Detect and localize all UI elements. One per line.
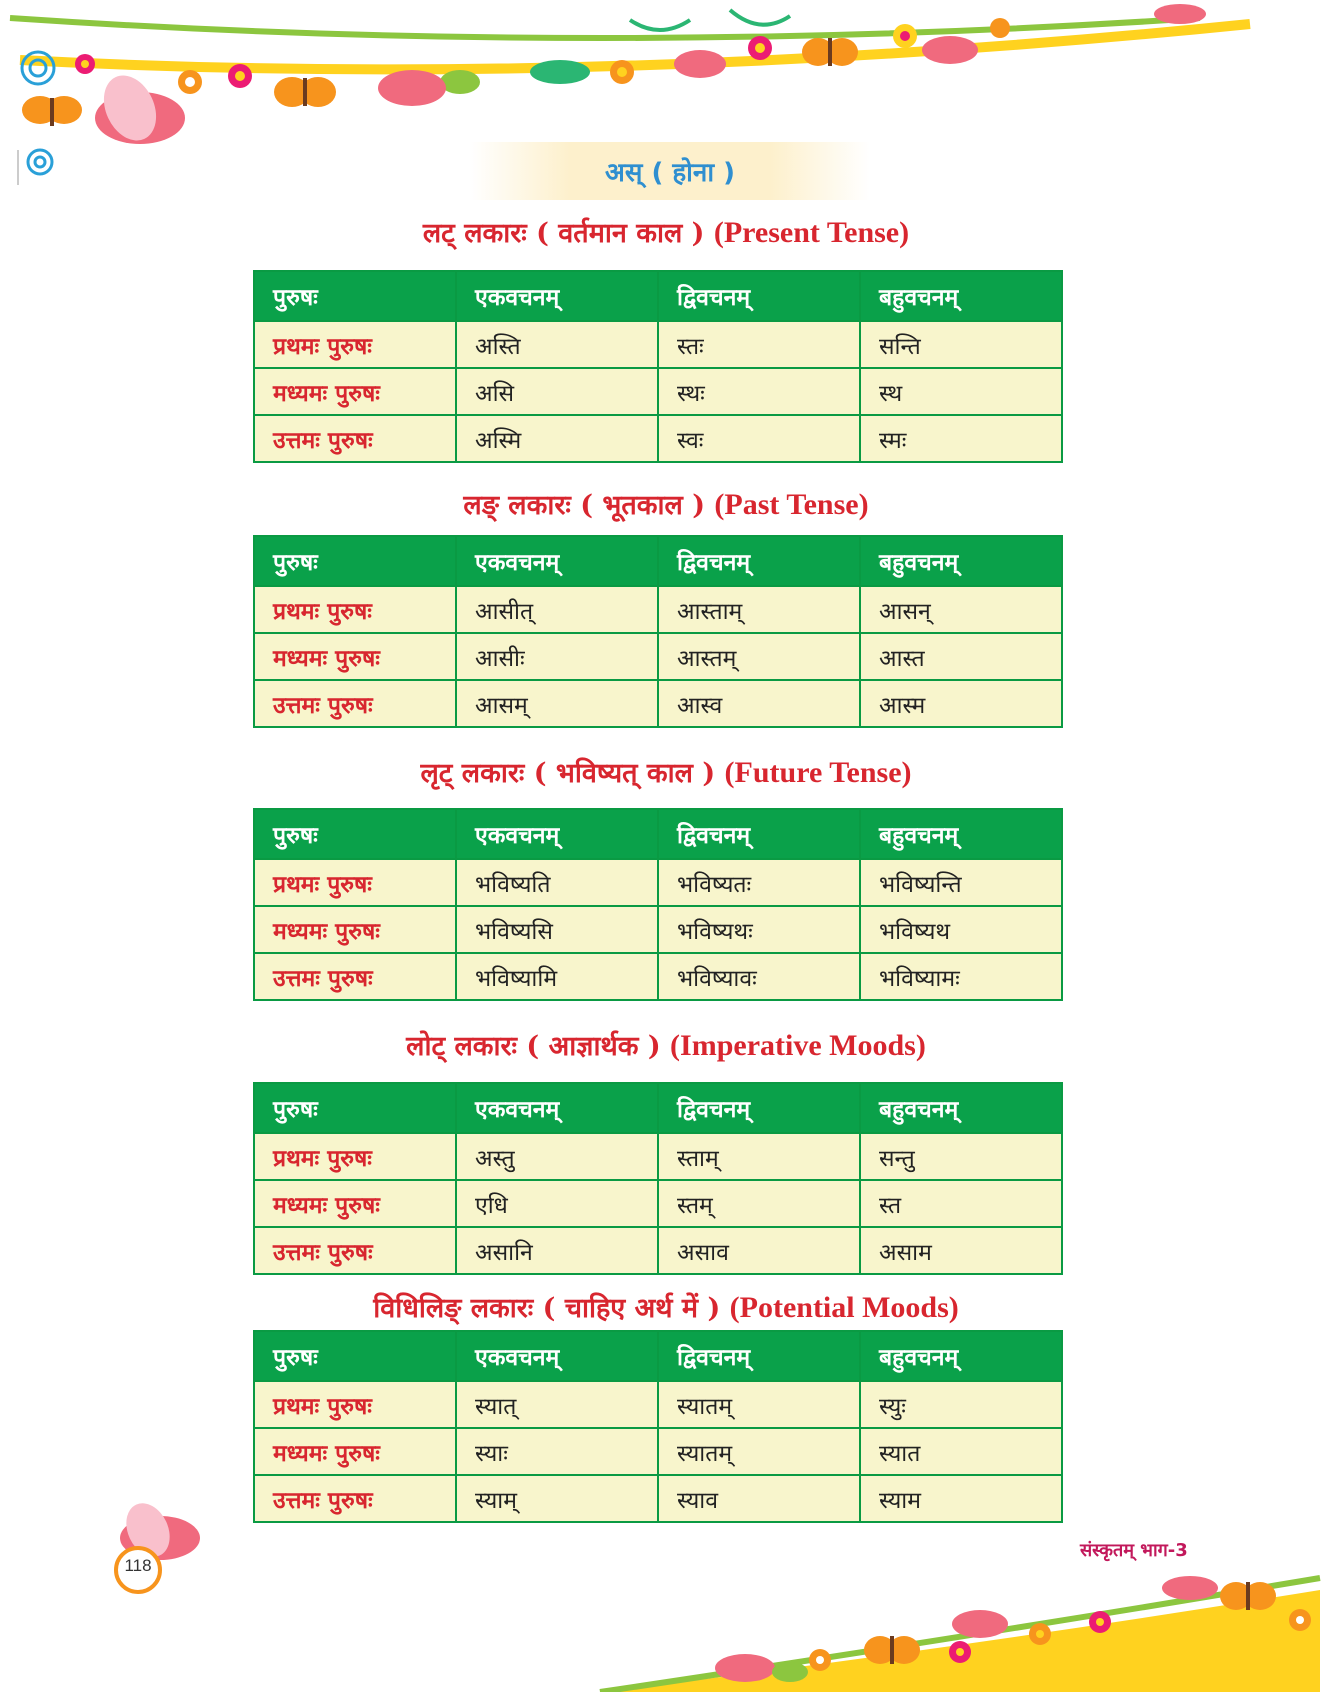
- conjugation-table-potential: [253, 1330, 1063, 1523]
- table-row: [254, 953, 1062, 1000]
- table-header-row: [254, 1331, 1062, 1381]
- form-cell: स्त: [860, 1180, 1062, 1227]
- form-cell: स्याः: [456, 1428, 658, 1475]
- heading-english: (Future Tense): [724, 756, 912, 789]
- petal-shape-icon: [378, 70, 446, 106]
- column-header: पुरुषः: [254, 271, 456, 321]
- column-header: एकवचनम्: [456, 271, 658, 321]
- table-row: [254, 680, 1062, 727]
- form-cell: स्यातम्: [658, 1381, 860, 1428]
- form-cell: आसीत्: [456, 586, 658, 633]
- form-cell: स्मः: [860, 415, 1062, 462]
- form-cell: भविष्यथः: [658, 906, 860, 953]
- form-cell: आस्तम्: [658, 633, 860, 680]
- person-cell: उत्तमः पुरुषः: [254, 680, 456, 727]
- form-cell: भविष्यामः: [860, 953, 1062, 1000]
- form-cell: भविष्यति: [456, 859, 658, 906]
- column-header: एकवचनम्: [456, 1331, 658, 1381]
- column-header: पुरुषः: [254, 1331, 456, 1381]
- table-row: [254, 1133, 1062, 1180]
- section-heading-potential: [0, 1288, 1332, 1328]
- column-header: पुरुषः: [254, 809, 456, 859]
- spiral-icon: [28, 150, 52, 174]
- form-cell: आस्त: [860, 633, 1062, 680]
- table-row: [254, 1475, 1062, 1522]
- form-cell: असाव: [658, 1227, 860, 1274]
- form-cell: आसम्: [456, 680, 658, 727]
- section-heading-future: [0, 753, 1332, 793]
- column-header: एकवचनम्: [456, 809, 658, 859]
- conjugation-table-present: [253, 270, 1063, 463]
- form-cell: सन्ति: [860, 321, 1062, 368]
- page-title: अस् ( होना ): [604, 158, 736, 188]
- person-cell: उत्तमः पुरुषः: [254, 415, 456, 462]
- column-header: द्विवचनम्: [658, 1331, 860, 1381]
- person-cell: प्रथमः पुरुषः: [254, 1381, 456, 1428]
- column-header: बहुवचनम्: [860, 1331, 1062, 1381]
- table-row: [254, 1227, 1062, 1274]
- form-cell: भविष्यथ: [860, 906, 1062, 953]
- table-row: [254, 1428, 1062, 1475]
- form-cell: भविष्यसि: [456, 906, 658, 953]
- butterfly-icon: [22, 96, 82, 126]
- heading-sanskrit: लृट् लकारः ( भविष्यत् काल ): [420, 758, 716, 789]
- column-header: द्विवचनम्: [658, 271, 860, 321]
- column-header: एकवचनम्: [456, 536, 658, 586]
- person-cell: उत्तमः पुरुषः: [254, 1227, 456, 1274]
- form-cell: स्थ: [860, 368, 1062, 415]
- person-cell: मध्यमः पुरुषः: [254, 368, 456, 415]
- table-header-row: [254, 809, 1062, 859]
- form-cell: स्यात्: [456, 1381, 658, 1428]
- book-name: संस्कृतम् भाग-3: [1080, 1540, 1188, 1561]
- person-cell: उत्तमः पुरुषः: [254, 1475, 456, 1522]
- column-header: पुरुषः: [254, 536, 456, 586]
- table-header-row: [254, 536, 1062, 586]
- form-cell: स्याव: [658, 1475, 860, 1522]
- form-cell: स्यातम्: [658, 1428, 860, 1475]
- heading-english: (Imperative Moods): [670, 1029, 926, 1062]
- form-cell: सन्तु: [860, 1133, 1062, 1180]
- table-row: [254, 586, 1062, 633]
- form-cell: स्वः: [658, 415, 860, 462]
- form-cell: स्याम्: [456, 1475, 658, 1522]
- form-cell: अस्तु: [456, 1133, 658, 1180]
- person-cell: मध्यमः पुरुषः: [254, 1428, 456, 1475]
- heading-sanskrit: लट् लकारः ( वर्तमान काल ): [422, 218, 705, 249]
- column-header: बहुवचनम्: [860, 536, 1062, 586]
- form-cell: स्तः: [658, 321, 860, 368]
- person-cell: मध्यमः पुरुषः: [254, 633, 456, 680]
- person-cell: मध्यमः पुरुषः: [254, 1180, 456, 1227]
- table-row: [254, 321, 1062, 368]
- form-cell: स्ताम्: [658, 1133, 860, 1180]
- form-cell: स्यात: [860, 1428, 1062, 1475]
- heading-sanskrit: लङ् लकारः ( भूतकाल ): [463, 490, 705, 521]
- section-heading-imperative: [0, 1026, 1332, 1066]
- page-number: 118: [124, 1556, 152, 1575]
- person-cell: प्रथमः पुरुषः: [254, 586, 456, 633]
- form-cell: स्तम्: [658, 1180, 860, 1227]
- conjugation-table-past: [253, 535, 1063, 728]
- column-header: बहुवचनम्: [860, 809, 1062, 859]
- table-row: [254, 1180, 1062, 1227]
- petal-shape-icon: [94, 67, 185, 149]
- conjugation-table-future: [253, 808, 1063, 1001]
- title-banner: [470, 142, 870, 200]
- form-cell: अस्मि: [456, 415, 658, 462]
- form-cell: एधि: [456, 1180, 658, 1227]
- person-cell: प्रथमः पुरुषः: [254, 859, 456, 906]
- heading-english: (Past Tense): [714, 488, 869, 521]
- column-header: द्विवचनम्: [658, 1083, 860, 1133]
- form-cell: स्थः: [658, 368, 860, 415]
- form-cell: आस्ताम्: [658, 586, 860, 633]
- form-cell: अस्ति: [456, 321, 658, 368]
- table-header-row: [254, 1083, 1062, 1133]
- column-header: पुरुषः: [254, 1083, 456, 1133]
- form-cell: स्याम: [860, 1475, 1062, 1522]
- form-cell: असाम: [860, 1227, 1062, 1274]
- form-cell: आसीः: [456, 633, 658, 680]
- heading-sanskrit: लोट् लकारः ( आज्ञार्थक ): [406, 1031, 661, 1062]
- person-cell: मध्यमः पुरुषः: [254, 906, 456, 953]
- person-cell: उत्तमः पुरुषः: [254, 953, 456, 1000]
- heading-english: (Potential Moods): [729, 1291, 959, 1324]
- butterfly-icon: [802, 38, 858, 66]
- leaf-icon: [772, 1662, 808, 1682]
- section-heading-present: [0, 213, 1332, 253]
- form-cell: स्युः: [860, 1381, 1062, 1428]
- flower-icon: [75, 54, 95, 74]
- form-cell: भविष्यामि: [456, 953, 658, 1000]
- form-cell: आसन्: [860, 586, 1062, 633]
- column-header: एकवचनम्: [456, 1083, 658, 1133]
- form-cell: भविष्यन्ति: [860, 859, 1062, 906]
- table-row: [254, 415, 1062, 462]
- section-heading-past: [0, 485, 1332, 525]
- form-cell: भविष्यावः: [658, 953, 860, 1000]
- form-cell: आस्व: [658, 680, 860, 727]
- form-cell: आस्म: [860, 680, 1062, 727]
- column-header: द्विवचनम्: [658, 536, 860, 586]
- person-cell: प्रथमः पुरुषः: [254, 1133, 456, 1180]
- form-cell: भविष्यतः: [658, 859, 860, 906]
- table-row: [254, 633, 1062, 680]
- heading-english: (Present Tense): [713, 216, 910, 249]
- column-header: बहुवचनम्: [860, 1083, 1062, 1133]
- form-cell: असि: [456, 368, 658, 415]
- table-header-row: [254, 271, 1062, 321]
- column-header: द्विवचनम्: [658, 809, 860, 859]
- table-row: [254, 906, 1062, 953]
- person-cell: प्रथमः पुरुषः: [254, 321, 456, 368]
- heading-sanskrit: विधिलिङ् लकारः ( चाहिए अर्थ में ): [373, 1293, 721, 1324]
- table-row: [254, 368, 1062, 415]
- form-cell: असानि: [456, 1227, 658, 1274]
- conjugation-table-imperative: [253, 1082, 1063, 1275]
- column-header: बहुवचनम्: [860, 271, 1062, 321]
- table-row: [254, 1381, 1062, 1428]
- butterfly-icon: [274, 77, 336, 107]
- table-row: [254, 859, 1062, 906]
